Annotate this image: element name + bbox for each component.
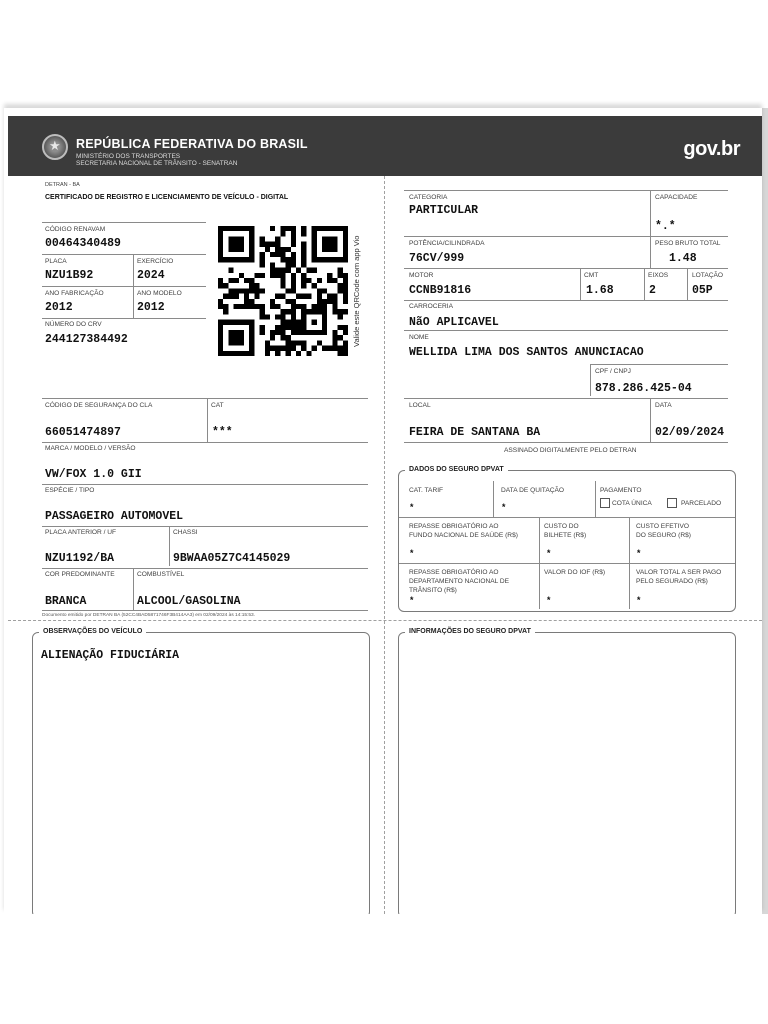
- categoria-label: CATEGORIA: [409, 194, 448, 201]
- cota-unica-label: COTA ÚNICA: [612, 500, 652, 507]
- field-rule: [207, 398, 208, 442]
- placa-anterior-value: NZU1192/BA: [45, 552, 115, 565]
- placa-label: PLACA: [45, 258, 67, 265]
- cat-tarif-value: *: [409, 503, 415, 513]
- ano-fabricacao-value: 2012: [45, 301, 73, 314]
- especie-label: ESPÉCIE / TIPO: [45, 487, 95, 494]
- cat-tarif-label: CAT. TARIF: [409, 487, 444, 494]
- repasse-fns-value: *: [409, 549, 415, 559]
- secretariat-title: SECRETARIA NACIONAL DE TRÂNSITO - SENATRAN: [76, 160, 238, 167]
- chassi-label: CHASSI: [173, 529, 198, 536]
- data-quitacao-value: *: [501, 503, 507, 513]
- field-rule: [650, 398, 651, 442]
- placa-value: NZU1B92: [45, 269, 94, 282]
- cor-value: BRANCA: [45, 595, 87, 608]
- document-header: [8, 116, 762, 176]
- eixos-label: EIXOS: [648, 272, 669, 279]
- custo-bilhete-label-2: BILHETE (R$): [544, 532, 587, 539]
- field-rule: [687, 268, 688, 300]
- field-rule: [590, 364, 728, 365]
- carroceria-value: NãO APLICAVEL: [409, 316, 499, 329]
- capacidade-label: CAPACIDADE: [655, 194, 698, 201]
- informacoes-title: INFORMAÇÕES DO SEGURO DPVAT: [405, 628, 535, 635]
- renavam-label: CÓDIGO RENAVAM: [45, 226, 106, 233]
- document-title: CERTIFICADO DE REGISTRO E LICENCIAMENTO DE VEÍCULO - DIGITAL: [45, 194, 289, 201]
- custo-bilhete-value: *: [546, 549, 552, 559]
- document-footnote: Documento emitido por DETRAN BA (52CC4BAD5871746F3B414AA3) em 02/09/2024 às 14:15:53.: [42, 613, 256, 618]
- parcelado-label: PARCELADO: [681, 500, 722, 507]
- field-rule: [404, 300, 728, 301]
- combustivel-value: ALCOOL/GASOLINA: [137, 595, 241, 608]
- valor-iof-label: VALOR DO IOF (R$): [544, 569, 606, 576]
- parcelado-checkbox[interactable]: [667, 498, 677, 508]
- peso-label: PESO BRUTO TOTAL: [655, 240, 721, 247]
- repasse-denatran-label-2: DEPARTAMENTO NACIONAL DE: [409, 578, 510, 585]
- field-rule: [42, 484, 368, 485]
- informacoes-box: [398, 628, 736, 918]
- field-rule: [404, 442, 728, 443]
- exercicio-value: 2024: [137, 269, 165, 282]
- capacidade-value: *.*: [655, 220, 676, 233]
- field-rule: [42, 442, 368, 443]
- repasse-fns-label-1: REPASSE OBRIGATÓRIO AO: [409, 523, 499, 530]
- field-rule: [42, 398, 368, 399]
- field-rule: [399, 517, 735, 518]
- potencia-label: POTÊNCIA/CILINDRADA: [409, 240, 485, 247]
- custo-efetivo-label-1: CUSTO EFETIVO: [636, 523, 690, 530]
- motor-label: MOTOR: [409, 272, 434, 279]
- star-icon: ★: [49, 138, 61, 153]
- field-rule: [404, 268, 728, 269]
- numero-crv-value: 244127384492: [45, 333, 128, 346]
- repasse-denatran-value: *: [409, 596, 415, 606]
- nome-label: NOME: [409, 334, 429, 341]
- field-rule: [404, 398, 728, 399]
- potencia-value: 76CV/999: [409, 252, 465, 265]
- valor-total-value: *: [636, 596, 642, 606]
- field-rule: [404, 190, 728, 191]
- chassi-value: 9BWAA05Z7C4145029: [173, 552, 291, 565]
- observacoes-box: [32, 628, 370, 918]
- repasse-denatran-label-1: REPASSE OBRIGATÓRIO AO: [409, 569, 499, 576]
- codigo-seguranca-label: CÓDIGO DE SEGURANÇA DO CLA: [45, 402, 153, 409]
- field-rule: [493, 481, 494, 517]
- numero-crv-label: NÚMERO DO CRV: [45, 321, 102, 328]
- field-rule: [650, 236, 651, 268]
- field-rule: [42, 254, 206, 255]
- marca-label: MARCA / MODELO / VERSÃO: [45, 445, 136, 452]
- dpvat-data-box: [398, 466, 736, 612]
- field-rule: [404, 330, 728, 331]
- govbr-logo: gov.br: [683, 138, 740, 160]
- local-value: FEIRA DE SANTANA BA: [409, 426, 541, 439]
- field-rule: [650, 190, 651, 236]
- lotacao-label: LOTAÇÃO: [692, 272, 724, 279]
- custo-efetivo-label-2: DO SEGURO (R$): [636, 532, 691, 539]
- cmt-label: CMT: [584, 272, 599, 279]
- field-rule: [169, 526, 170, 566]
- data-quitacao-label: DATA DE QUITAÇÃO: [501, 487, 565, 494]
- field-rule: [42, 222, 206, 223]
- cor-label: COR PREDOMINANTE: [45, 571, 115, 578]
- field-rule: [42, 286, 206, 287]
- renavam-value: 00464340489: [45, 237, 121, 250]
- field-rule: [644, 268, 645, 300]
- dpvat-title: DADOS DO SEGURO DPVAT: [405, 466, 508, 473]
- custo-bilhete-label-1: CUSTO DO: [544, 523, 579, 530]
- column-divider: [384, 176, 385, 914]
- carroceria-label: CARROCERIA: [409, 303, 453, 310]
- issuer-label: DETRAN - BA: [45, 182, 80, 188]
- placa-anterior-label: PLACA ANTERIOR / UF: [45, 529, 117, 536]
- field-rule: [399, 563, 735, 564]
- field-rule: [133, 568, 134, 610]
- field-rule: [42, 526, 368, 527]
- page-bottom-margin: [0, 914, 768, 1024]
- ministry-title: MINISTÉRIO DOS TRANSPORTES: [76, 153, 181, 160]
- cpf-value: 878.286.425-04: [595, 382, 692, 395]
- cat-label: CAT: [211, 402, 224, 409]
- combustivel-label: COMBUSTÍVEL: [137, 571, 185, 578]
- local-label: LOCAL: [409, 402, 431, 409]
- codigo-seguranca-value: 66051474897: [45, 426, 121, 439]
- field-rule: [42, 318, 206, 319]
- section-divider: [8, 620, 762, 621]
- marca-value: VW/FOX 1.0 GII: [45, 468, 142, 481]
- exercicio-label: EXERCÍCIO: [137, 258, 174, 265]
- cmt-value: 1.68: [586, 284, 614, 297]
- observacoes-text: ALIENAÇÃO FIDUCIÁRIA: [41, 649, 180, 662]
- cpf-label: CPF / CNPJ: [595, 368, 631, 375]
- ano-modelo-value: 2012: [137, 301, 165, 314]
- pagamento-label: PAGAMENTO: [600, 487, 642, 494]
- valor-total-label-2: PELO SEGURADO (R$): [636, 578, 708, 585]
- especie-value: PASSAGEIRO AUTOMOVEL: [45, 510, 184, 523]
- data-label: DATA: [655, 402, 672, 409]
- nome-value: WELLIDA LIMA DOS SANTOS ANUNCIACAO: [409, 346, 644, 359]
- field-rule: [42, 610, 368, 611]
- eixos-value: 2: [649, 284, 656, 297]
- categoria-value: PARTICULAR: [409, 204, 479, 217]
- repasse-denatran-label-3: TRÂNSITO (R$): [409, 587, 457, 594]
- ano-fabricacao-label: ANO FABRICAÇÃO: [45, 290, 104, 297]
- field-rule: [580, 268, 581, 300]
- lotacao-value: 05P: [692, 284, 713, 297]
- qr-code: [218, 226, 348, 356]
- field-rule: [404, 236, 728, 237]
- qr-caption: Valide este QRCode com app Vio: [352, 235, 361, 347]
- assinado-label: ASSINADO DIGITALMENTE PELO DETRAN: [504, 447, 637, 454]
- field-rule: [590, 364, 591, 396]
- field-rule: [42, 568, 368, 569]
- field-rule: [595, 481, 596, 517]
- valor-total-label-1: VALOR TOTAL A SER PAGO: [636, 569, 722, 576]
- data-value: 02/09/2024: [655, 426, 725, 439]
- country-title: REPÚBLICA FEDERATIVA DO BRASIL: [76, 137, 308, 151]
- observacoes-title: OBSERVAÇÕES DO VEÍCULO: [39, 628, 146, 635]
- custo-efetivo-value: *: [636, 549, 642, 559]
- cota-unica-checkbox[interactable]: [600, 498, 610, 508]
- ano-modelo-label: ANO MODELO: [137, 290, 182, 297]
- repasse-fns-label-2: FUNDO NACIONAL DE SAÚDE (R$): [409, 532, 518, 539]
- scrollbar[interactable]: [762, 108, 768, 914]
- peso-value: 1.48: [669, 252, 697, 265]
- cat-value: ***: [212, 426, 233, 439]
- valor-iof-value: *: [546, 596, 552, 606]
- motor-value: CCNB91816: [409, 284, 472, 297]
